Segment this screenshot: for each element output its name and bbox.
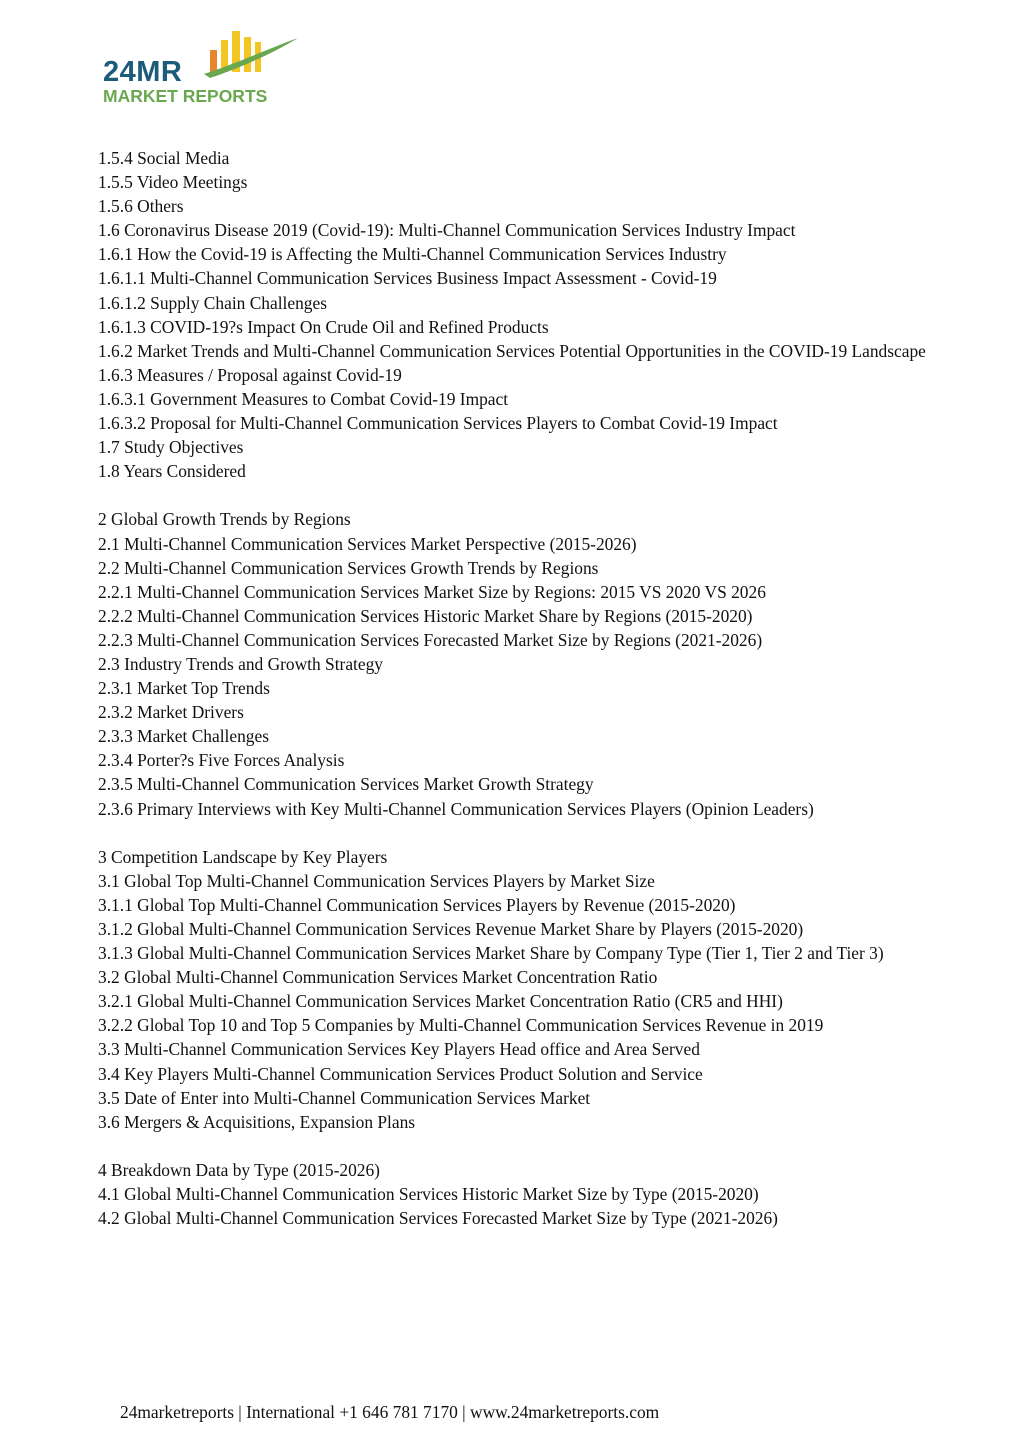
toc-item: 2.2.3 Multi-Channel Communication Services Forecasted Market Size by Regions (2021-2026) (98, 629, 763, 650)
toc-item: 2.2 Multi-Channel Communication Services Growth Trends by Regions (98, 557, 599, 578)
logo-bar-4 (244, 37, 251, 72)
table-of-contents (98, 146, 928, 1230)
toc-item: 1.6.1.3 COVID-19?s Impact On Crude Oil and Refined Products (98, 316, 549, 337)
toc-item: 2.3.4 Porter?s Five Forces Analysis (98, 750, 345, 771)
toc-item: 2.2.2 Multi-Channel Communication Services Historic Market Share by Regions (2015-2020) (98, 605, 753, 626)
toc-item: 1.6.3.1 Government Measures to Combat Covid-19 Impact (98, 388, 509, 409)
toc-item: 3.1.2 Global Multi-Channel Communication Services Revenue Market Share by Players (2015-2020) (98, 919, 804, 939)
toc-spacer (98, 1134, 928, 1158)
toc-item: 2.3.3 Market Challenges (98, 726, 269, 747)
toc-section-heading: 3 Competition Landscape by Key Players (98, 846, 388, 867)
toc-item: 4.2 Global Multi-Channel Communication Services Forecasted Market Size by Type (2021-2026) (98, 1208, 778, 1229)
toc-item: 3.2.2 Global Top 10 and Top 5 Companies by Multi-Channel Communication Services Revenue in 2019 (98, 1015, 824, 1036)
toc-item: 1.6.3.2 Proposal for Multi-Channel Communication Services Players to Combat Covid-19 Impact (98, 413, 778, 434)
logo-text-bottom: MARKET REPORTS (103, 86, 268, 106)
toc-item: 3.1.1 Global Top Multi-Channel Communication Services Players by Revenue (2015-2020) (98, 894, 736, 915)
toc-item: 2.3 Industry Trends and Growth Strategy (98, 653, 384, 674)
toc-item: 1.5.4 Social Media (98, 148, 230, 168)
toc-item: 4.1 Global Multi-Channel Communication Services Historic Market Size by Type (2015-2020) (98, 1184, 759, 1205)
toc-item: 1.6.1 How the Covid-19 is Affecting the Multi-Channel Communication Services Industry (98, 244, 727, 265)
toc-item: 1.8 Years Considered (98, 461, 246, 482)
logo-text-top: 24MR (103, 56, 183, 88)
toc-item: 3.1.3 Global Multi-Channel Communication Services Market Share by Company Type (Tier 1, Tier 2 and Tier 3) (98, 943, 884, 964)
toc-item: 1.6.3 Measures / Proposal against Covid-19 (98, 364, 402, 385)
toc-item: 3.5 Date of Enter into Multi-Channel Communication Services Market (98, 1087, 591, 1108)
toc-item: 1.5.6 Others (98, 196, 184, 217)
toc-item: 3.4 Key Players Multi-Channel Communication Services Product Solution and Service (98, 1063, 703, 1084)
toc-item: 2.3.5 Multi-Channel Communication Services Market Growth Strategy (98, 774, 594, 795)
company-logo (100, 28, 305, 108)
toc-item: 3.1 Global Top Multi-Channel Communication Services Players by Market Size (98, 870, 655, 891)
toc-section-heading: 2 Global Growth Trends by Regions (98, 509, 351, 530)
toc-item: 2.3.1 Market Top Trends (98, 678, 270, 699)
toc-item: 1.6 Coronavirus Disease 2019 (Covid-19): Multi-Channel Communication Services Industry Impact (98, 220, 796, 241)
toc-item: 3.2 Global Multi-Channel Communication Services Market Concentration Ratio (98, 967, 658, 988)
toc-item: 3.2.1 Global Multi-Channel Communication Services Market Concentration Ratio (CR5 and HHI) (98, 991, 783, 1012)
toc-item: 1.6.1.1 Multi-Channel Communication Services Business Impact Assessment - Covid-19 (98, 268, 717, 289)
toc-section-heading: 4 Breakdown Data by Type (2015-2026) (98, 1159, 380, 1180)
toc-item: 1.6.1.2 Supply Chain Challenges (98, 292, 327, 313)
toc-item: 1.5.5 Video Meetings (98, 172, 248, 193)
toc-item: 1.7 Study Objectives (98, 437, 244, 458)
toc-spacer (98, 821, 928, 845)
toc-item: 2.3.2 Market Drivers (98, 702, 244, 723)
page-footer: 24marketreports | International +1 646 781 7170 | www.24marketreports.com (120, 1402, 660, 1422)
toc-item: 2.3.6 Primary Interviews with Key Multi-Channel Communication Services Players (Opinion Leaders) (98, 798, 814, 819)
toc-item: 3.3 Multi-Channel Communication Services Key Players Head office and Area Served (98, 1039, 700, 1060)
toc-item: 1.6.2 Market Trends and Multi-Channel Communication Services Potential Opportunities in the COVID-19 Landscape (98, 340, 926, 361)
toc-item: 2.1 Multi-Channel Communication Services Market Perspective (2015-2026) (98, 533, 637, 554)
toc-item: 3.6 Mergers & Acquisitions, Expansion Plans (98, 1111, 416, 1132)
toc-spacer (98, 483, 928, 507)
logo-bar-1 (210, 50, 217, 72)
toc-item: 2.2.1 Multi-Channel Communication Services Market Size by Regions: 2015 VS 2020 VS 2026 (98, 581, 766, 602)
